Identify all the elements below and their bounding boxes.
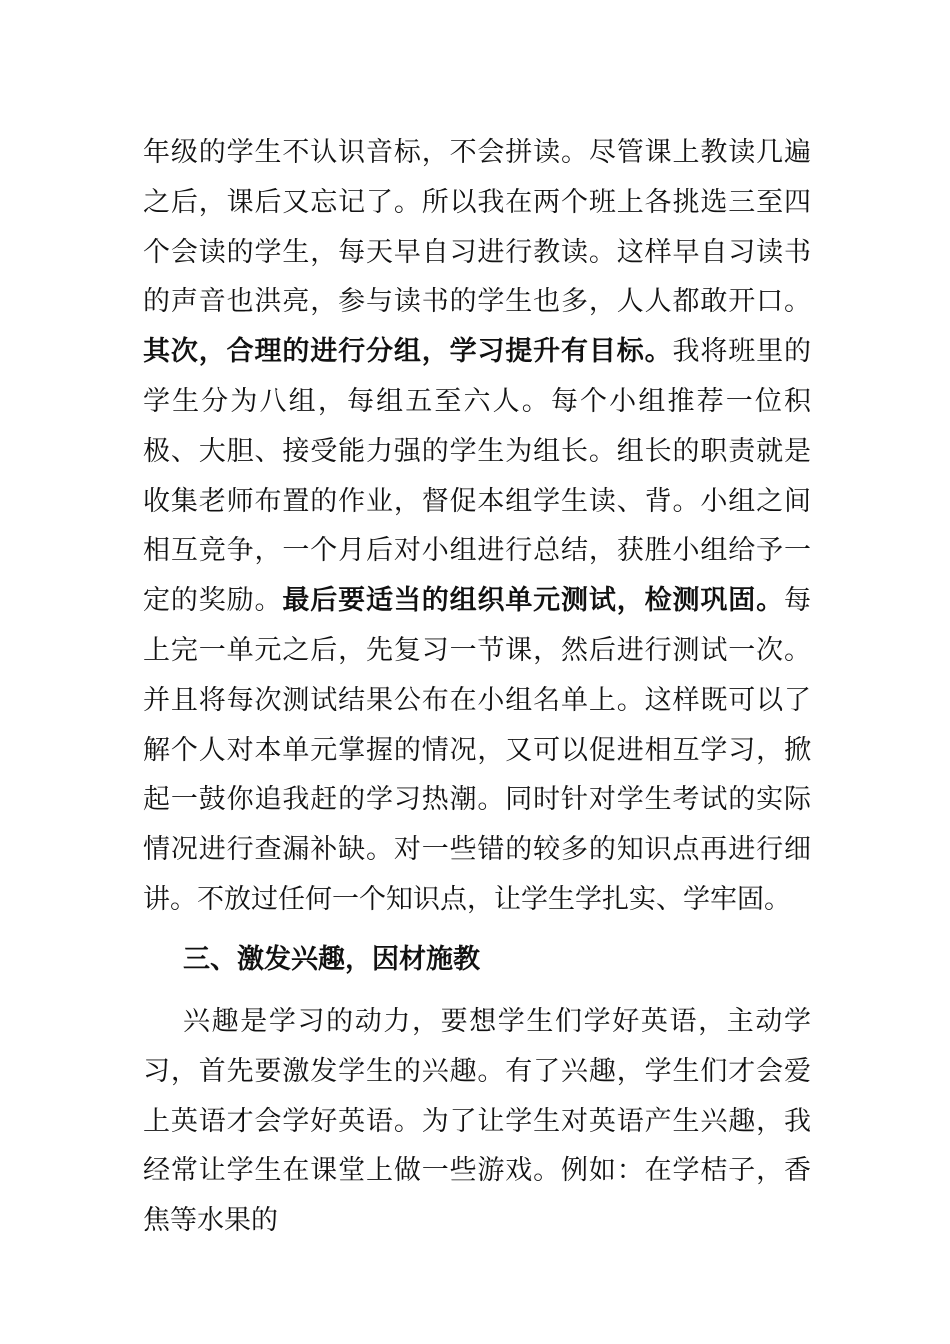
body-paragraph-2 bbox=[143, 997, 811, 1246]
paragraph-text-2: 兴趣是学习的动力，要想学生们学好英语，主动学习，首先要激发学生的兴趣。有了兴趣，学生们才会爱上英语才会学好英语。为了让学生对英语产生兴趣，我经常让学生在课堂上做一些游戏。例如：在学桔子，香焦等水果的 bbox=[143, 1006, 811, 1237]
bold-run-1: 其次，合理的进行分组，学习提升有目标。 bbox=[143, 336, 673, 368]
section-heading: 三、激发兴趣，因材施教 bbox=[183, 944, 480, 975]
text-run-2: 我将班里的学生分为八组，每组五至六人。每个小组推荐一位积极、大胆、接受能力强的学生为组长。组长的职责就是收集老师布置的作业，督促本组学生读、背。小组之间相互竞争，一个月后对小组进行总结，获胜小组给予一定的奖励。 bbox=[143, 336, 812, 617]
bold-run-2: 最后要适当的组织单元测试，检测巩固。 bbox=[282, 585, 785, 617]
body-paragraph-1 bbox=[143, 128, 811, 925]
text-run-3: 每上完一单元之后，先复习一节课，然后进行测试一次。并且将每次测试结果公布在小组名单上。这样既可以了解个人对本单元掌握的情况，又可以促进相互学习，掀起一鼓你追我赶的学习热潮。同时针对学生考试的实际情况进行查漏补缺。对一些错的较多的知识点再进行细讲。不放过任何一个知识点，让学生学扎实、学牢固。 bbox=[143, 585, 812, 915]
text-run-1: 年级的学生不认识音标，不会拼读。尽管课上教读几遍之后，课后又忘记了。所以我在两个班上各挑选三至四个会读的学生，每天早自习进行教读。这样早自习读书的声音也洪亮，参与读书的学生也多，人人都敢开口。 bbox=[143, 137, 811, 318]
paragraph-text bbox=[143, 128, 811, 925]
